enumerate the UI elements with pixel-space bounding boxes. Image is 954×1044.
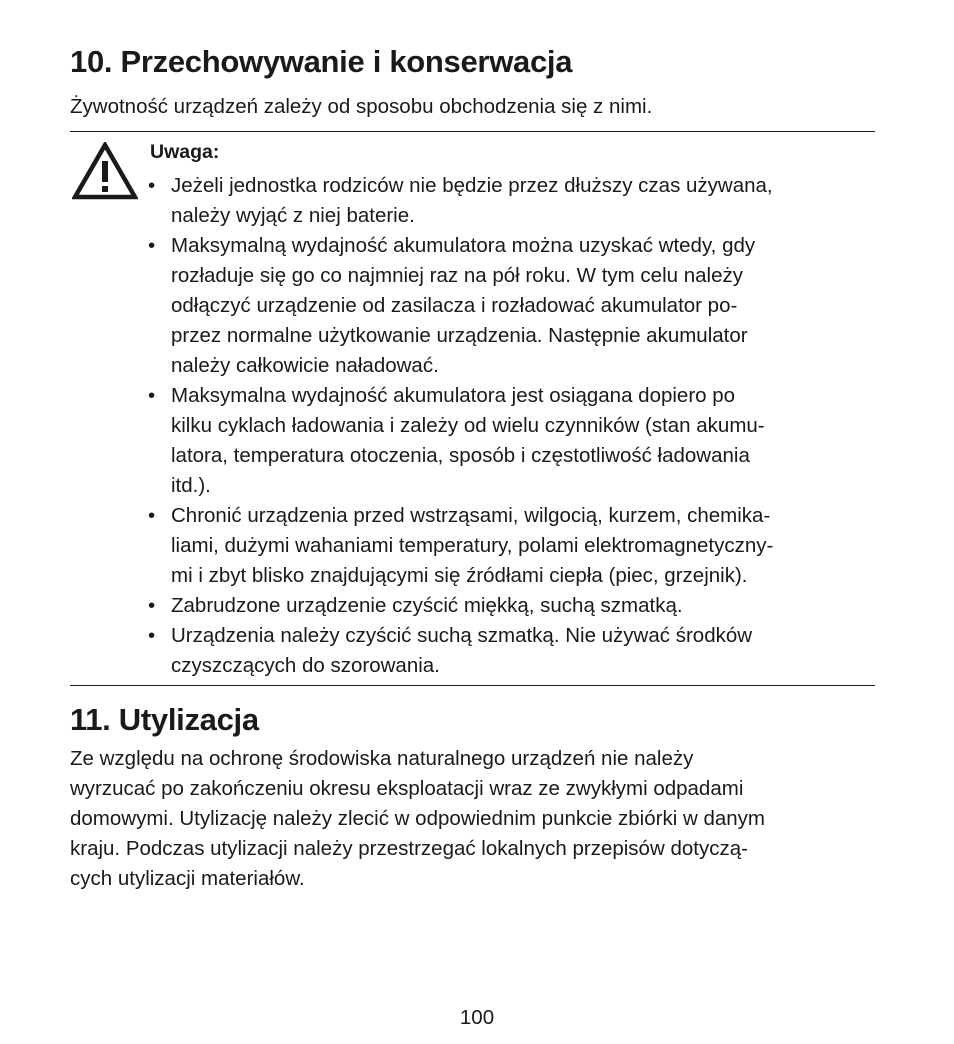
note-line: Urządzenia należy czyścić suchą szmatką. Nie używać środków <box>171 624 753 647</box>
note-line: kilku cyklach ładowania i zależy od wielu czynników (stan akumu- <box>171 414 765 437</box>
note-line: Jeżeli jednostka rodziców nie będzie przez dłuższy czas używana, <box>171 174 773 197</box>
section-11-body <box>70 744 890 894</box>
warning-note <box>148 621 878 681</box>
bullet-point: • <box>148 504 156 527</box>
warning-label: Uwaga: <box>150 141 220 163</box>
note-line: odłączyć urządzenie od zasilacza i rozładować akumulator po- <box>171 294 738 317</box>
paragraph-line: cych utylizacji materiałów. <box>70 867 305 890</box>
bullet-point: • <box>148 174 156 197</box>
paragraph-line: kraju. Podczas utylizacji należy przestrzegać lokalnych przepisów dotyczą- <box>70 837 748 860</box>
note-line: należy wyjąć z niej baterie. <box>171 204 415 227</box>
note-line: Maksymalna wydajność akumulatora jest osiągana dopiero po <box>171 384 736 407</box>
note-line: Chronić urządzenia przed wstrząsami, wilgocią, kurzem, chemika- <box>171 504 771 527</box>
warning-bottom-rule <box>70 685 875 686</box>
warning-note <box>148 231 878 381</box>
warning-note <box>148 591 878 621</box>
bullet-point: • <box>148 594 156 617</box>
note-line: przez normalne użytkowanie urządzenia. Następnie akumulator <box>171 324 748 347</box>
note-line: itd.). <box>171 474 211 497</box>
bullet-point: • <box>148 234 156 257</box>
note-line: liami, dużymi wahaniami temperatury, polami elektromagnetyczny- <box>171 534 774 557</box>
warning-triangle-icon <box>72 142 138 200</box>
page-number: 100 <box>459 1006 495 1029</box>
bullet-point: • <box>148 624 156 647</box>
warning-note <box>148 381 878 501</box>
warning-notes-list <box>148 171 878 681</box>
bullet-point: • <box>148 384 156 407</box>
section-11-title: 11. Utylizacja <box>70 702 259 737</box>
paragraph-line: domowymi. Utylizację należy zlecić w odpowiednim punkcie zbiórki w danym <box>70 807 765 830</box>
note-line: rozładuje się go co najmniej raz na pół roku. W tym celu należy <box>171 264 743 287</box>
note-line: mi i zbyt blisko znajdującymi się źródłami ciepła (piec, grzejnik). <box>171 564 748 587</box>
note-line: Zabrudzone urządzenie czyścić miękką, suchą szmatką. <box>171 594 683 617</box>
note-line: należy całkowicie naładować. <box>171 354 439 377</box>
section-10-title: 10. Przechowywanie i konserwacja <box>70 44 573 79</box>
note-line: Maksymalną wydajność akumulatora można uzyskać wtedy, gdy <box>171 234 756 257</box>
note-line: czyszczących do szorowania. <box>171 654 440 677</box>
warning-note <box>148 501 878 591</box>
warning-top-rule <box>70 131 875 132</box>
paragraph-line: wyrzucać po zakończeniu okresu eksploatacji wraz ze zwykłymi odpadami <box>70 777 744 800</box>
paragraph-line: Ze względu na ochronę środowiska naturalnego urządzeń nie należy <box>70 747 694 770</box>
section-10-intro: Żywotność urządzeń zależy od sposobu obchodzenia się z nimi. <box>70 95 653 118</box>
note-line: latora, temperatura otoczenia, sposób i częstotliwość ładowania <box>171 444 750 467</box>
warning-note <box>148 171 878 231</box>
